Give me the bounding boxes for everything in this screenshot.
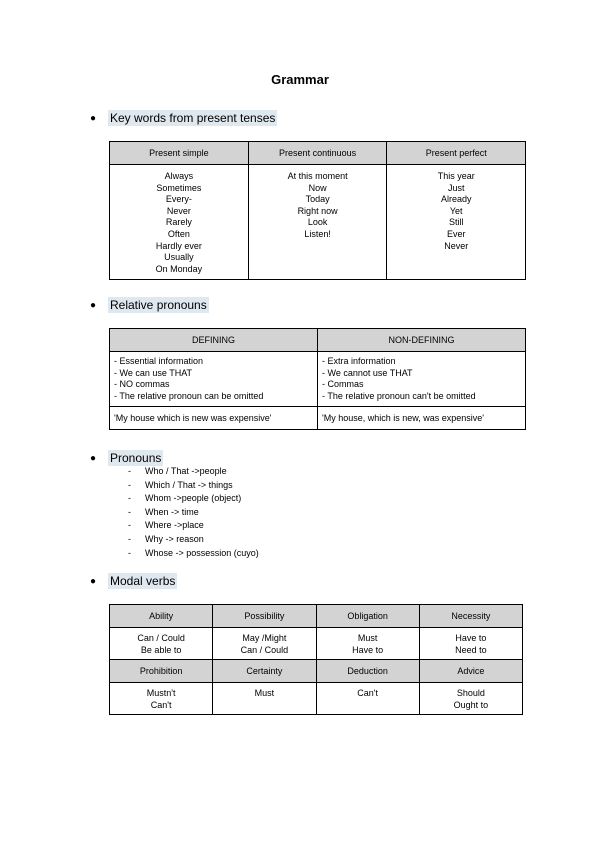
keyword: Never [444,240,469,251]
keyword: Yet [449,205,463,216]
rule: - Commas [322,379,364,390]
rule: - The relative pronoun can be omitted [114,390,264,401]
necessity-cell [419,628,522,660]
rule: - We can use THAT [114,367,193,378]
pronoun-text: When -> time [145,506,199,517]
dash-icon: - [128,493,131,504]
dash-icon: - [128,520,131,531]
modal-verb: Need to [455,644,487,655]
pronoun-text: Whom ->people (object) [145,493,242,504]
keyword: Every- [165,194,192,205]
list-item [128,533,259,547]
column-header: Present perfect [387,142,526,165]
present-continuous-cell [248,165,387,280]
modal-verb: Ought to [453,699,489,710]
modal-verbs-table [109,604,523,715]
column-header: Present simple [110,142,249,165]
possibility-cell [213,628,316,660]
pronoun-text: Where ->place [145,520,204,531]
page-title: Grammar [271,72,329,87]
rule: - NO commas [114,379,170,390]
keyword: Ever [446,228,466,239]
rule: - Extra information [322,356,396,366]
present-perfect-cell [387,165,526,280]
pronoun-text: Who / That ->people [145,466,227,476]
relative-pronouns-table [109,328,526,430]
present-simple-cell [110,165,249,280]
keyword: Right now [297,205,338,216]
modal-verb: Be able to [140,644,182,655]
advice-cell [419,683,522,715]
keyword: Always [164,171,194,181]
modal-verb: Can / Could [137,633,185,643]
column-header: Deduction [316,660,419,683]
dash-icon: - [128,466,131,476]
list-item [128,547,259,561]
section-modal-verbs [90,573,177,589]
column-header: NON-DEFINING [318,329,526,352]
section-heading: Pronouns [110,451,162,465]
column-header: DEFINING [110,329,318,352]
rule: - We cannot use THAT [322,367,413,378]
keyword: Listen! [304,228,331,239]
keyword: Look [307,217,328,228]
column-header: Advice [419,660,522,683]
dash-icon: - [128,506,131,517]
keyword: This year [437,171,475,181]
column-header: Obligation [316,605,419,628]
non-defining-rules-cell [318,352,526,407]
section-present-tenses [90,110,277,126]
column-header: Prohibition [110,660,213,683]
keyword: Never [166,205,191,216]
defining-example: 'My house which is new was expensive' [110,407,318,430]
section-heading: Relative pronouns [110,298,207,312]
section-heading: Modal verbs [110,574,176,588]
list-item [128,506,259,520]
dash-icon: - [128,533,131,544]
keyword: Rarely [165,217,192,228]
bullet-icon: ● [90,452,97,464]
modal-verb: Can / Could [240,644,289,655]
list-item [128,465,259,479]
keyword: Hardly ever [155,240,202,251]
keyword: Already [440,194,472,205]
certainty-cell [213,683,316,715]
column-header: Ability [110,605,213,628]
bullet-icon: ● [90,575,97,587]
pronoun-text: Which / That -> things [145,479,233,490]
deduction-cell [316,683,419,715]
rule: - Essential information [114,356,204,366]
dash-icon: - [128,479,131,490]
pronoun-list [128,465,259,560]
bullet-icon: ● [90,299,97,311]
keyword: Now [308,182,327,193]
keyword: Today [305,194,330,205]
modal-verb: Should [456,688,485,699]
modal-verb: Can't [150,699,172,710]
keyword: Often [167,228,190,239]
keyword: Still [448,217,464,228]
modal-verb: Have to [455,633,487,643]
non-defining-example: 'My house, which is new, was expensive' [318,407,526,430]
keyword: On Monday [155,263,203,274]
prohibition-cell [110,683,213,715]
dash-icon: - [128,547,131,558]
list-item [128,479,259,493]
modal-verb: Have to [352,644,384,655]
rule: - The relative pronoun can't be omitted [322,390,476,401]
modal-verb: May /Might [242,633,287,643]
bullet-icon: ● [90,112,97,124]
obligation-cell [316,628,419,660]
keyword: Usually [164,252,194,263]
present-tenses-table [109,141,526,280]
defining-rules-cell [110,352,318,407]
pronoun-text: Why -> reason [145,533,204,544]
modal-verb: Must [357,633,378,643]
ability-cell [110,628,213,660]
list-item [128,519,259,533]
column-header: Present continuous [248,142,387,165]
list-item [128,492,259,506]
pronoun-text: Whose -> possession (cuyo) [145,547,259,558]
section-heading: Key words from present tenses [110,111,276,125]
column-header: Certainty [213,660,316,683]
keyword: At this moment [287,171,348,181]
column-header: Possibility [213,605,316,628]
keyword: Just [447,182,465,193]
modal-verb: Mustn't [146,688,176,699]
section-pronouns [90,450,163,466]
modal-verb: Must [254,688,275,699]
column-header: Necessity [419,605,522,628]
modal-verb: Can't [357,688,378,699]
section-relative-pronouns [90,297,209,313]
keyword: Sometimes [156,182,202,193]
